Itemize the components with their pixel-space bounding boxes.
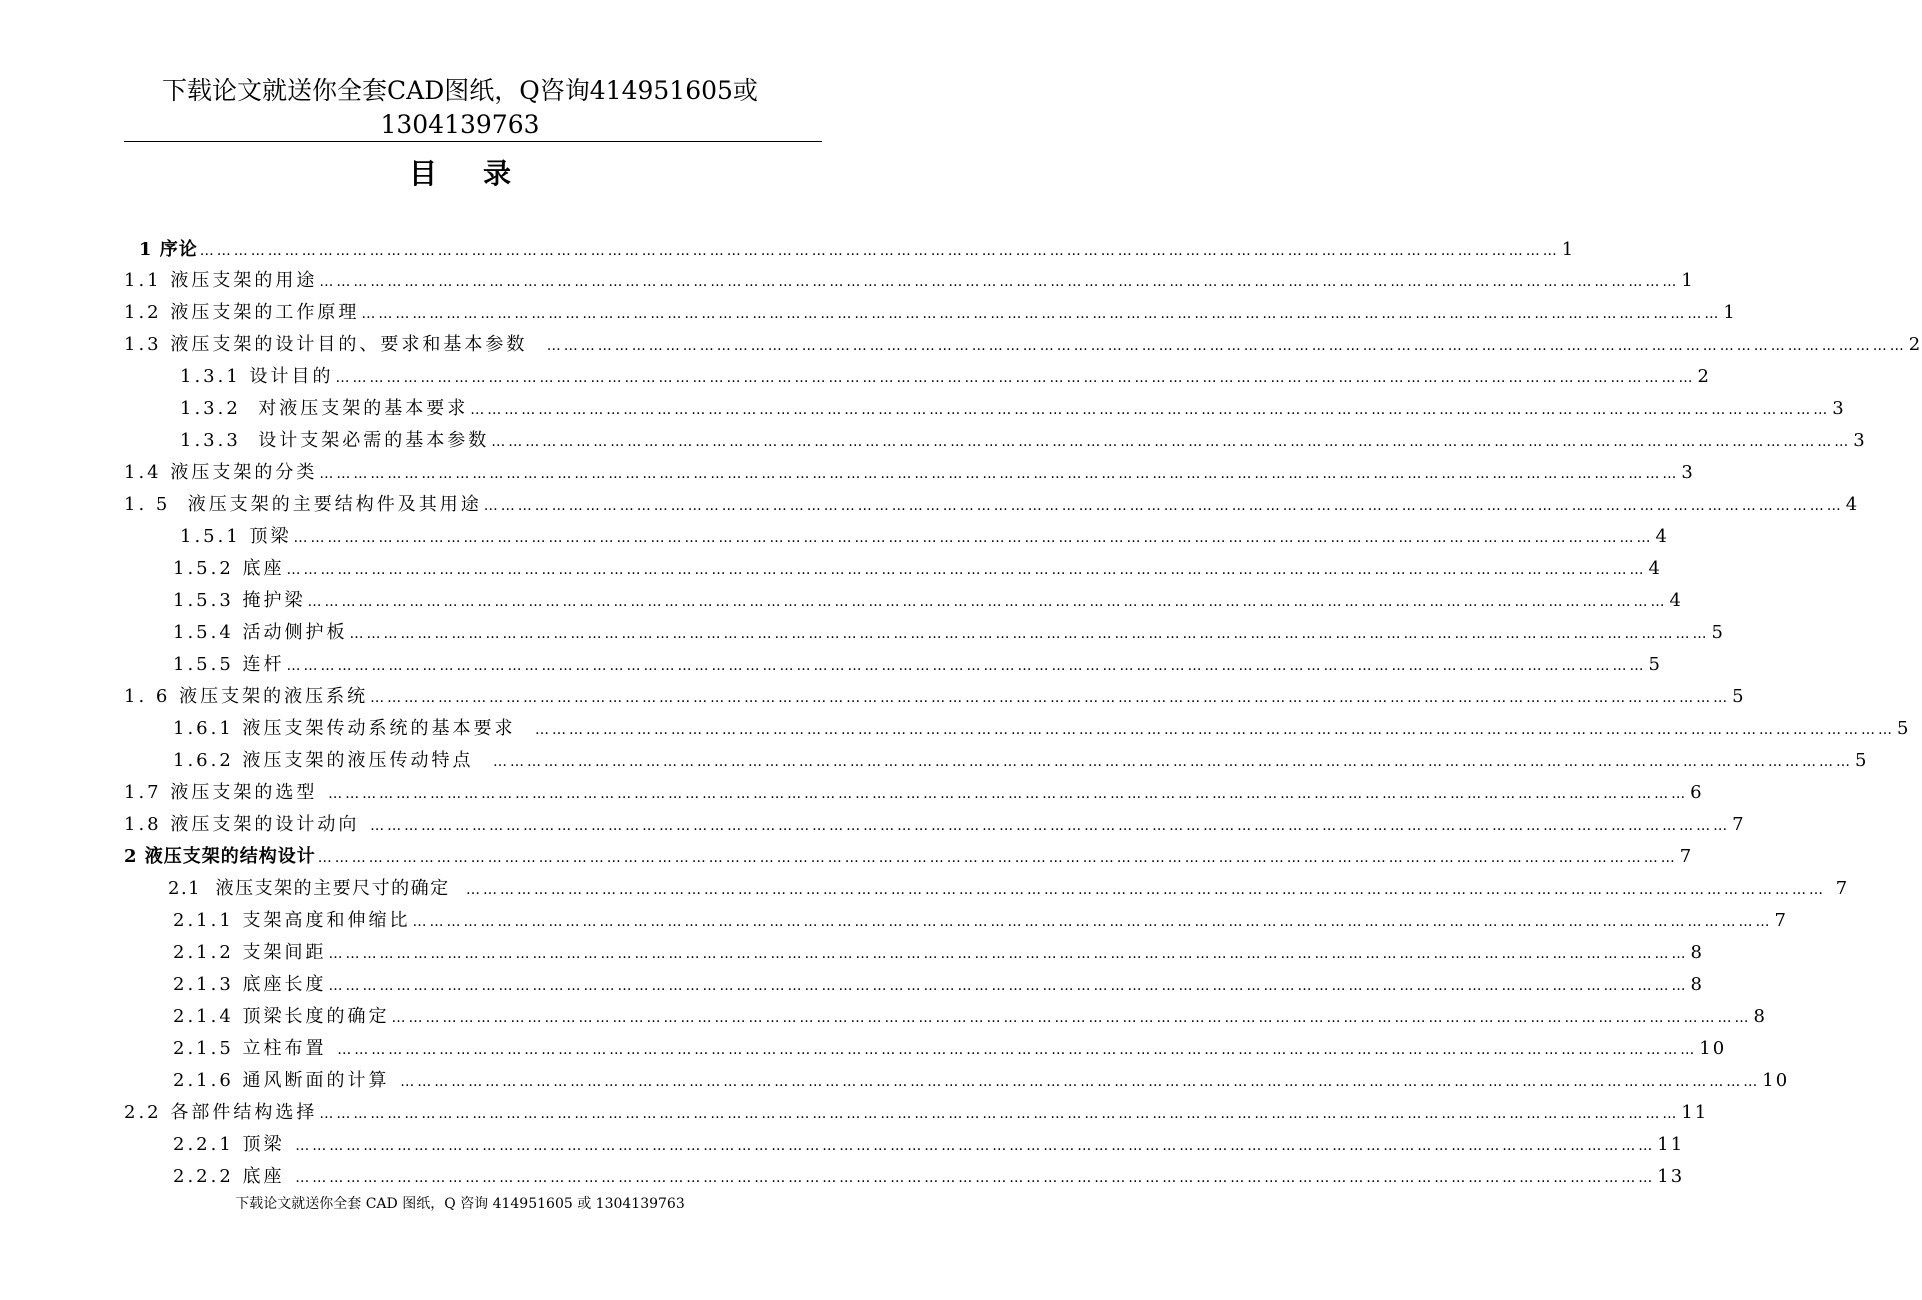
toc-entry-page-number: 8 [1753,1006,1767,1027]
toc-entry-label: 2.1.2 支架间距 [173,942,327,963]
toc-dot-leader: …………………………………………………………………………………………………………………………………………………………………………………………………………………… [534,722,1895,738]
toc-entry-page-number: 5 [1711,622,1725,643]
toc-dot-leader: …………………………………………………………………………………………………………………………………………………………………………………………………………………… [349,626,1710,642]
toc-dot-leader: …………………………………………………………………………………………………………………………………………………………………………………………………………………… [328,786,1689,802]
toc-entry[interactable] [173,938,1704,968]
toc-dot-leader: …………………………………………………………………………………………………………………………………………………………………………………………………………………… [546,338,1907,354]
toc-entry-label: 2.1.1 支架高度和伸缩比 [173,910,411,931]
toc-entry-page-number: 10 [1762,1070,1790,1091]
toc-entry[interactable] [180,522,1669,552]
toc-entry-label: 1.1 液压支架的用途 [124,270,318,291]
toc-entry-page-number: 11 [1657,1134,1685,1155]
toc-entry[interactable] [124,330,1922,360]
toc-dot-leader: …………………………………………………………………………………………………………………………………………………………………………………………………………………… [295,1170,1656,1186]
toc-entry-page-number: 4 [1648,558,1662,579]
toc-entry-label: 1.7 液压支架的选型 [124,782,327,803]
page-title: 目录 [408,157,557,190]
toc-entry-label: 1.5.5 连杆 [173,654,285,675]
toc-entry-label: 1.8 液压支架的设计动向 [124,814,369,835]
toc-dot-leader: …………………………………………………………………………………………………………………………………………………………………………………………………………………… [328,946,1689,962]
toc-entry[interactable] [124,266,1695,296]
toc-entry[interactable] [173,906,1788,936]
toc-entry-label: 1.2 液压支架的工作原理 [124,302,360,323]
toc-entry-page-number: 4 [1669,590,1683,611]
toc-dot-leader: …………………………………………………………………………………………………………………………………………………………………………………………………………………… [492,754,1853,770]
toc-entry-page-number: 5 [1854,750,1869,771]
toc-entry-label: 1. 5 液压支架的主要结构件及其用途 [124,494,482,515]
toc-dot-leader: …………………………………………………………………………………………………………………………………………………………………………………………………………………… [370,818,1731,834]
toc-entry[interactable] [180,394,1846,424]
toc-dot-leader: …………………………………………………………………………………………………………………………………………………………………………………………………………………… [391,1010,1752,1026]
toc-entry-label: 1 序论 [139,239,198,260]
toc-entry[interactable] [173,970,1704,1000]
toc-entry[interactable] [173,618,1725,648]
toc-dot-leader: …………………………………………………………………………………………………………………………………………………………………………………………………………………… [317,850,1678,866]
toc-dot-leader: …………………………………………………………………………………………………………………………………………………………………………………………………………………… [466,882,1827,898]
toc-dot-leader: …………………………………………………………………………………………………………………………………………………………………………………………………………………… [400,1074,1761,1090]
toc-entry[interactable] [173,746,1869,776]
toc-entry-page-number: 7 [1774,910,1788,931]
toc-dot-leader: …………………………………………………………………………………………………………………………………………………………………………………………………………………… [491,434,1852,450]
toc-dot-leader: …………………………………………………………………………………………………………………………………………………………………………………………………………………… [286,562,1647,578]
toc-entry[interactable] [180,426,1867,456]
toc-dot-leader: …………………………………………………………………………………………………………………………………………………………………………………………………………………… [483,498,1844,514]
toc-entry-page-number: 8 [1690,942,1704,963]
toc-entry[interactable] [124,778,1704,808]
toc-entry-page-number: 6 [1690,782,1704,803]
toc-entry-page-number: 7 [1732,814,1746,835]
toc-dot-leader: …………………………………………………………………………………………………………………………………………………………………………………………………………………… [199,243,1560,259]
toc-entry-page-number: 1 [1561,239,1576,260]
toc-entry-label: 1. 6 液压支架的液压系统 [124,686,369,707]
toc-dot-leader: …………………………………………………………………………………………………………………………………………………………………………………………………………………… [370,690,1731,706]
toc-dot-leader: …………………………………………………………………………………………………………………………………………………………………………………………………………………… [335,370,1696,386]
toc-entry-page-number: 2 [1697,366,1711,387]
toc-entry-page-number: 13 [1657,1166,1685,1187]
toc-dot-leader: …………………………………………………………………………………………………………………………………………………………………………………………………………………… [361,306,1722,322]
toc-entry-page-number: 3 [1832,398,1846,419]
toc-dot-leader: …………………………………………………………………………………………………………………………………………………………………………………………………………………… [337,1042,1698,1058]
toc-entry[interactable] [173,1130,1685,1160]
toc-dot-leader: …………………………………………………………………………………………………………………………………………………………………………………………………………………… [286,658,1647,674]
toc-dot-leader: …………………………………………………………………………………………………………………………………………………………………………………………………………………… [319,1106,1680,1122]
toc-entry-label: 2.2 各部件结构选择 [124,1102,318,1123]
toc-entry-label: 2 液压支架的结构设计 [124,846,316,867]
toc-entry-label: 2.1.4 顶梁长度的确定 [173,1006,390,1027]
toc-entry-label: 2.1.3 底座长度 [173,974,327,995]
toc-entry-label: 2.2.2 底座 [173,1166,294,1187]
toc-entry[interactable] [173,650,1662,680]
toc-entry-label: 1.3.1 设计目的 [180,366,334,387]
toc-entry-label: 1.5.2 底座 [173,558,285,579]
toc-entry[interactable] [173,1162,1685,1192]
toc-entry-label: 2.1.6 通风断面的计算 [173,1070,399,1091]
toc-dot-leader: …………………………………………………………………………………………………………………………………………………………………………………………………………………… [412,914,1773,930]
toc-dot-leader: …………………………………………………………………………………………………………………………………………………………………………………………………………………… [319,274,1680,290]
header-line-1: 下载论文就送你全套CAD图纸，Q咨询414951605或 [162,76,758,105]
toc-entry[interactable] [124,490,1860,520]
toc-entry-label: 1.6.1 液压支架传动系统的基本要求 [173,718,533,739]
toc-entry-page-number: 10 [1699,1038,1727,1059]
toc-entry[interactable] [168,874,1850,904]
toc-entry-page-number: 5 [1648,654,1662,675]
toc-entry-page-number: 11 [1681,1102,1709,1123]
toc-dot-leader: …………………………………………………………………………………………………………………………………………………………………………………………………………………… [470,402,1831,418]
toc-dot-leader: …………………………………………………………………………………………………………………………………………………………………………………………………………………… [319,466,1680,482]
toc-entry-page-number: 2 [1908,334,1922,355]
toc-dot-leader: …………………………………………………………………………………………………………………………………………………………………………………………………………………… [295,1138,1656,1154]
toc-entry-label: 1.5.3 掩护梁 [173,590,306,611]
toc-entry-page-number: 1 [1723,302,1737,323]
toc-entry[interactable] [124,810,1746,840]
toc-entry-label: 2.2.1 顶梁 [173,1134,294,1155]
toc-entry[interactable] [124,458,1695,488]
toc-entry-label: 1.3.3 设计支架必需的基本参数 [180,430,490,451]
toc-entry-page-number: 4 [1845,494,1860,515]
footer-text: 下载论文就送你全套 CAD 图纸，Q 咨询 414951605 或 1304139763 [235,1196,685,1212]
header-line-2: 1304139763 [380,110,540,139]
toc-entry[interactable] [173,554,1662,584]
toc-entry-label: 1.3 液压支架的设计目的、要求和基本参数 [124,334,545,355]
toc-entry[interactable] [173,714,1911,744]
toc-entry-label: 1.5.4 活动侧护板 [173,622,348,643]
toc-entry-page-number: 7 [1679,846,1694,867]
toc-dot-leader: …………………………………………………………………………………………………………………………………………………………………………………………………………………… [293,530,1654,546]
toc-entry[interactable] [173,1066,1790,1096]
toc-entry-page-number: 7 [1828,878,1850,899]
toc-entry[interactable] [124,842,1694,872]
toc-entry-page-number: 1 [1681,270,1695,291]
toc-dot-leader: …………………………………………………………………………………………………………………………………………………………………………………………………………………… [307,594,1668,610]
toc-entry[interactable] [124,298,1737,328]
toc-entry-page-number: 4 [1655,526,1669,547]
toc-entry-label: 1.3.2 对液压支架的基本要求 [180,398,469,419]
toc-entry-page-number: 5 [1732,686,1746,707]
toc-entry-page-number: 3 [1853,430,1867,451]
toc-entry-page-number: 5 [1896,718,1911,739]
toc-entry[interactable] [173,586,1683,616]
toc-entry-label: 2.1.5 立柱布置 [173,1038,336,1059]
toc-entry[interactable] [139,235,1576,265]
header-text [0,74,920,142]
toc-entry-label: 1.5.1 顶梁 [180,526,292,547]
toc-entry[interactable] [180,362,1711,392]
toc-entry[interactable] [173,1002,1767,1032]
toc-entry[interactable] [124,682,1746,712]
toc-entry[interactable] [124,1098,1709,1128]
toc-dot-leader: …………………………………………………………………………………………………………………………………………………………………………………………………………………… [328,978,1689,994]
toc-entry[interactable] [173,1034,1727,1064]
toc-entry-page-number: 8 [1690,974,1704,995]
toc-entry-label: 1.4 液压支架的分类 [124,462,318,483]
header-rule [124,141,822,142]
toc-entry-page-number: 3 [1681,462,1695,483]
toc-entry-label: 1.6.2 液压支架的液压传动特点 [173,750,491,771]
toc-entry-label: 2.1 液压支架的主要尺寸的确定 [168,878,465,899]
